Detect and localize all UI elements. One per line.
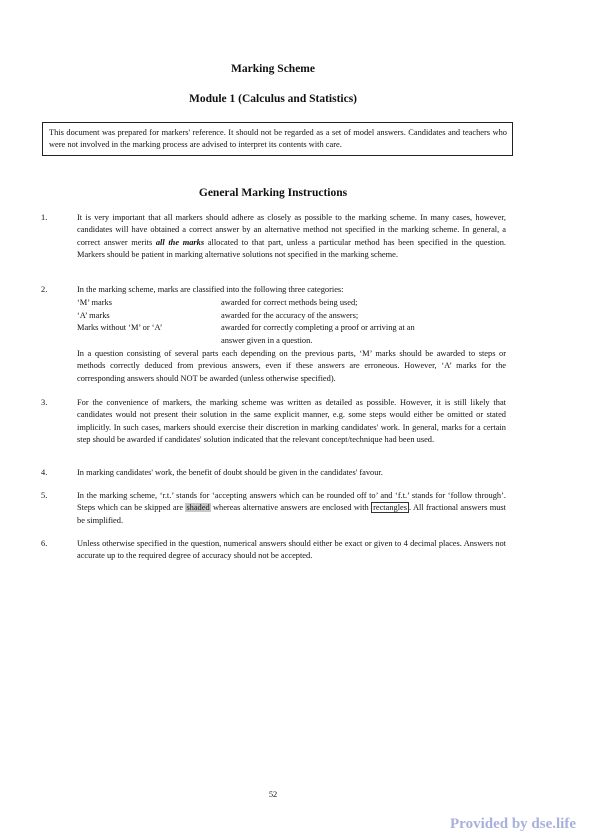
item-followup-text: In a question consisting of several parts each depending on the previous parts, ‘M’ marks should be awarded to steps or methods correctly deduced from previous answers, even if these answers are erroneous. However, ‘A’ marks for the corresponding answers should NOT be awarded (unless otherwise specified). bbox=[77, 349, 506, 383]
item-number: 2. bbox=[41, 285, 48, 294]
item-text-part: allocated to that part, unless a particular method has been specified in the question. Markers should be patient in marking alternative solutions not specified in the marking scheme. bbox=[77, 237, 506, 260]
emphasis-text: all the marks bbox=[155, 237, 205, 247]
watermark-link[interactable]: Provided by dse.life bbox=[450, 816, 576, 832]
item-text-part: It is very important that all markers should adhere as closely as possible to the marking scheme. In many cases, however, candidates will have obtained a correct answer by an alternative method not specified in the marking scheme. In general, a correct answer merits bbox=[77, 213, 506, 247]
category-description: awarded for correct methods being used; bbox=[221, 298, 358, 308]
instruction-item-6 bbox=[41, 538, 506, 563]
document-subtitle: Module 1 (Calculus and Statistics) bbox=[188, 93, 358, 105]
item-text bbox=[77, 490, 506, 527]
item-number: 5. bbox=[41, 491, 48, 500]
item-text-part: . All fractional answers must be simplified. bbox=[77, 503, 507, 525]
category-description: awarded for correctly completing a proof or arriving at an answer given in a question. bbox=[221, 323, 415, 345]
item-text-part: whereas alternative answers are enclosed with bbox=[210, 503, 372, 513]
instruction-item-2 bbox=[41, 284, 506, 385]
category-row bbox=[77, 322, 506, 347]
item-number: 4. bbox=[41, 468, 48, 477]
item-number: 6. bbox=[41, 539, 48, 548]
document-title: Marking Scheme bbox=[230, 63, 315, 75]
category-row bbox=[77, 297, 506, 309]
category-name: ‘A’ marks bbox=[77, 310, 110, 320]
boxed-example: rectangles bbox=[373, 503, 408, 513]
item-text-part: In the marking scheme, ‘r.t.’ stands for ‘accepting answers which can be rounded off to’ and ‘f.t.’ stands for ‘follow through’. Steps which can be skipped are bbox=[77, 491, 506, 513]
category-description: awarded for the accuracy of the answers; bbox=[221, 310, 359, 320]
instruction-item-4 bbox=[41, 467, 506, 479]
shaded-example: shaded bbox=[186, 503, 210, 513]
page-number: 52 bbox=[268, 790, 278, 799]
item-text: For the convenience of markers, the marking scheme was written as detailed as possible. However, it is still likely that candidates would not present their solution in the same explicit manner, e.g. some steps would either be omitted or stated implicitly. In such cases, markers should exercise their discretion in marking candidates' work. In general, marks for a certain step should be awarded if candidates' solution indicated that the relevant concept/technique had been used. bbox=[77, 398, 506, 445]
instruction-item-1 bbox=[41, 212, 506, 262]
instruction-item-3 bbox=[41, 397, 506, 447]
disclaimer-box: This document was prepared for markers' reference. It should not be regarded as a set of model answers. Candidates and teachers who were not involved in the marking process are advised to interpret its contents with care. bbox=[42, 122, 513, 156]
item-number: 3. bbox=[41, 398, 48, 407]
item-number: 1. bbox=[41, 213, 48, 222]
mark-categories bbox=[77, 297, 506, 347]
category-name: ‘M’ marks bbox=[77, 298, 112, 308]
item-text: Unless otherwise specified in the question, numerical answers should either be exact or given to 4 decimal places. Answers not accurate up to the required degree of accuracy should not be accepted. bbox=[77, 539, 506, 561]
category-row bbox=[77, 310, 506, 322]
item-text: In the marking scheme, marks are classified into the following three categories: bbox=[77, 285, 344, 294]
category-name: Marks without ‘M’ or ‘A’ bbox=[77, 323, 163, 333]
instruction-item-5 bbox=[41, 490, 506, 527]
item-text bbox=[77, 212, 506, 262]
section-heading: General Marking Instructions bbox=[198, 187, 348, 199]
item-text: In marking candidates' work, the benefit of doubt should be given in the candidates' favour. bbox=[77, 468, 383, 477]
